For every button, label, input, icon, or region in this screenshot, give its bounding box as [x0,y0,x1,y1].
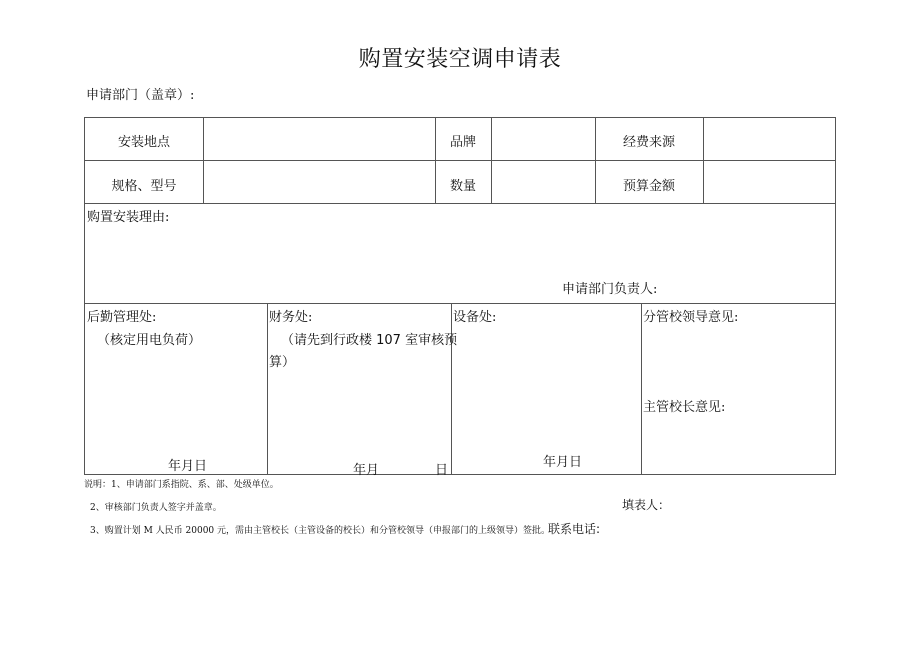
purchase-reason-label: 购置安装理由: [87,210,170,225]
logistics-date: 年月日 [168,459,208,474]
funding-source-field[interactable] [704,119,834,159]
quantity-field[interactable] [492,162,594,202]
department-head-label: 申请部门负责人: [562,282,658,297]
equipment-date: 年月日 [543,455,583,470]
finance-date-year-month: 年月 [353,463,380,478]
contact-phone-label: 联系电话: [548,522,601,536]
spec-model-field[interactable] [204,162,434,202]
note-line-2: 2、审核部门负责人签字并盖章。 [90,503,222,513]
location-label: 安装地点 [117,135,170,150]
quantity-label: 数量 [449,179,476,194]
equipment-office-label: 设备处: [453,310,497,325]
vice-leader-opinion-label: 分管校领导意见: [643,310,739,325]
note-line-3: 3、购置计划 M 人民币 20000 元，需由主管校长（主管设备的校长）和分管校领导（申报部门的上级领导）签批。 [90,526,551,536]
principal-opinion-label: 主管校长意见: [643,400,726,415]
brand-label: 品牌 [449,135,476,150]
finance-date-day: 日 [435,463,449,478]
col-divider [267,303,268,475]
spec-model-label: 规格、型号 [111,179,177,194]
logistics-office-label: 后勤管理处: [87,310,157,325]
budget-amount-field[interactable] [704,162,834,202]
form-title: 购置安装空调申请表 [358,47,562,72]
brand-field[interactable] [492,119,594,159]
budget-amount-label: 预算金额 [622,179,675,194]
location-field[interactable] [204,119,434,159]
applicant-department-label: 申请部门（盖章）: [86,88,195,103]
logistics-note: （核定用电负荷） [97,333,202,348]
finance-note-line2: 算） [269,355,296,370]
finance-note-line1: （请先到行政楼 107 室审核预 [281,333,458,348]
funding-source-label: 经费来源 [622,135,675,150]
application-form-table [84,117,836,478]
row-divider-1 [85,160,835,161]
col-divider [641,303,642,475]
finance-office-label: 财务处: [269,310,313,325]
form-filler-label: 填表人： [622,498,671,512]
row-divider-3 [85,303,835,304]
row-divider-2 [85,203,835,204]
note-line-1: 说明：1、申请部门系指院、系、部、处级单位。 [84,480,279,490]
